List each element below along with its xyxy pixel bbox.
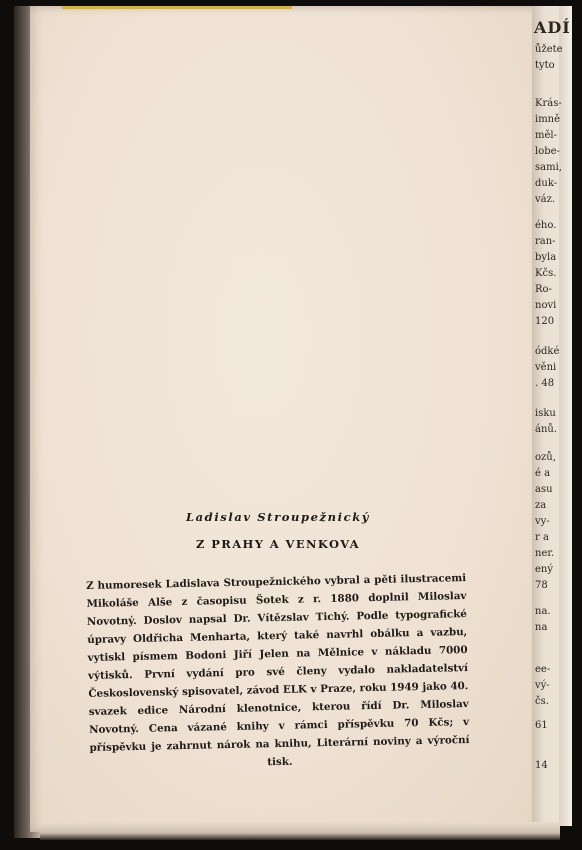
adjacent-page-fragment: lobe- <box>535 146 560 157</box>
adjacent-page-fragment: Kčs. <box>535 268 557 279</box>
colophon-block <box>88 510 468 771</box>
adjacent-page-fragment: ého. <box>535 220 557 231</box>
adjacent-page-fragment: ran- <box>535 236 556 247</box>
adjacent-page-fragment: za <box>535 500 547 511</box>
adjacent-page-fragment: na <box>535 622 548 633</box>
adjacent-page-fragment: r a <box>535 532 549 543</box>
adjacent-page-fragment: ódké <box>535 346 560 357</box>
adjacent-page-fragment: váz. <box>535 194 556 205</box>
adjacent-page-fragment: ee- <box>535 664 551 675</box>
adjacent-page-fragment: Krás- <box>535 98 562 109</box>
adjacent-page-fragment: ený <box>535 564 554 575</box>
adjacent-page-fragment: 120 <box>535 316 555 327</box>
adjacent-page-fragment: asu <box>535 484 553 495</box>
adjacent-page-fragment: byla <box>535 252 557 263</box>
yellow-cover-edge <box>62 6 292 9</box>
adjacent-page-fragment: ůžete <box>535 44 563 55</box>
adjacent-page-margin <box>559 6 572 826</box>
adjacent-page-fragment: ánů. <box>535 424 558 435</box>
adjacent-page-fragment: 61 <box>535 720 548 731</box>
adjacent-page-fragment: isku <box>535 408 556 419</box>
page-bottom-edge <box>40 822 560 840</box>
adjacent-page-fragment: tyto <box>535 60 555 71</box>
colophon-text: Z humoresek Ladislava Stroupežnického vybral a pěti ilustracemi Mikoláše Alše z časopisu Šotek z r. 1880 doplnil Miloslav Novotný. Doslov napsal Dr. Vítězslav Tichý. Podle typografické úpravy Oldřicha Menharta, který také navrhl obálku a vazbu, vytiskl písmem Bodoni Jiří Jelen na Mělnice v nákladu 7000 výtisků. První vydání pro své členy vydalo nakladatelství Československý spisovatel, závod ELK v Praze, roku 1949 jako 40. svazek edice Národní klenotnice, kterou řídí Dr. Miloslav Novotný. Cena vázané knihy v rámci příspěvku 70 Kčs; v příspěvku je zahrnut nárok na knihu, Literární noviny a výroční tisk. <box>86 572 470 769</box>
adjacent-page-fragment: vy- <box>535 516 550 527</box>
adjacent-page-fragment: vý- <box>535 680 550 691</box>
adjacent-page-fragment: ner. <box>535 548 555 559</box>
adjacent-page-fragment: věni <box>535 362 557 373</box>
book-title: Z PRAHY A VENKOVA <box>196 537 360 551</box>
adjacent-page-fragment: sami, <box>535 162 562 173</box>
adjacent-page-fragment: měl- <box>535 130 557 141</box>
adjacent-page-fragment: imně <box>535 114 561 125</box>
adjacent-page-fragment: čs. <box>535 696 549 707</box>
author-name: Ladislav Stroupežnický <box>185 510 371 524</box>
adjacent-page-fragment: ozů, <box>535 452 556 463</box>
adjacent-page-fragment: novi <box>535 300 557 311</box>
adjacent-page-fragment: ADÍ <box>534 18 571 37</box>
adjacent-page-fragment: 14 <box>535 760 548 771</box>
adjacent-page-fragment: . 48 <box>535 378 555 389</box>
adjacent-page-fragment: 78 <box>535 580 548 591</box>
adjacent-page-fragment: na. <box>535 606 551 617</box>
adjacent-page-fragment: é a <box>535 468 551 479</box>
adjacent-page-fragment: Ro- <box>535 284 552 295</box>
adjacent-page-fragment: duk- <box>535 178 558 189</box>
